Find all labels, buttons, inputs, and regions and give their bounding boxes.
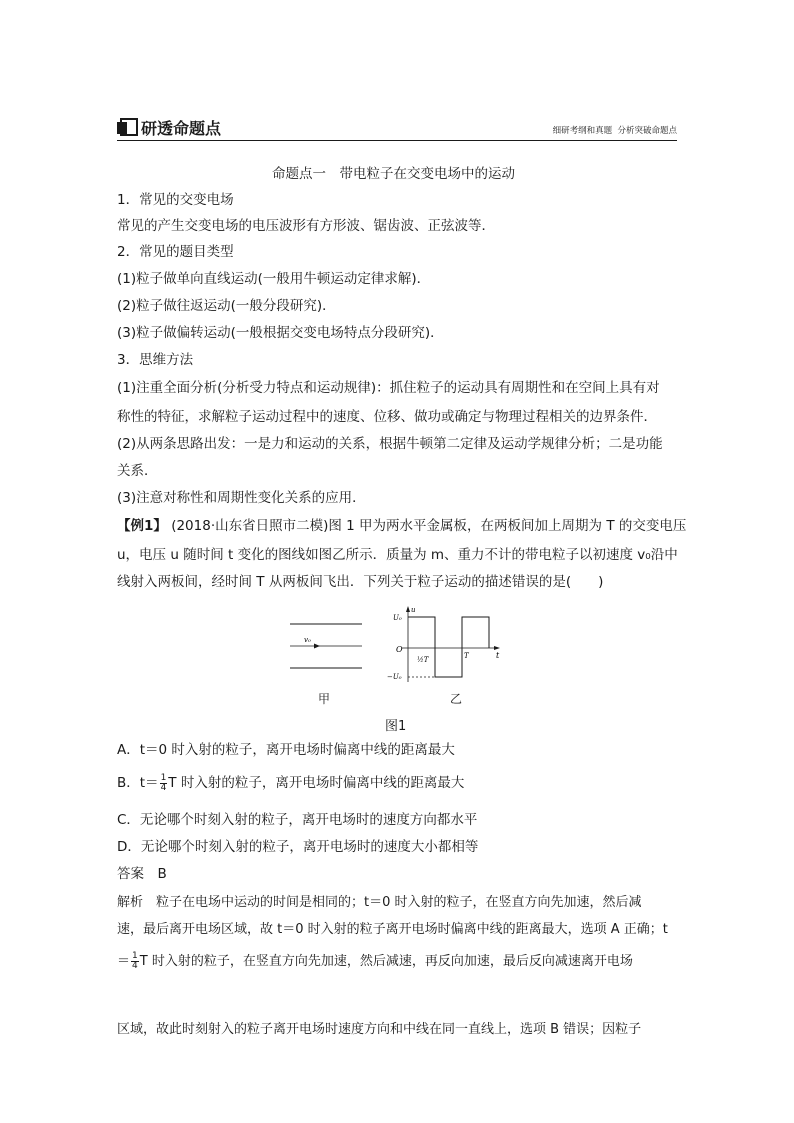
example-tag: 【例1】 [117, 518, 167, 534]
analysis-fraction [131, 952, 139, 971]
option-d: D．无论哪个时刻入射的粒子，离开电场时的速度大小都相等 [117, 839, 479, 855]
method-1-line-b: 称性的特征，求解粒子运动过程中的速度、位移、做功或确定与物理过程相关的边界条件． [117, 409, 657, 425]
method-1-line-a: (1)注重全面分析(分析受力特点和运动规律)：抓住粒子的运动具有周期性和在空间上具有对 [117, 380, 660, 396]
t-axis-arrow-icon [494, 646, 500, 650]
example-text-1: (2018·山东省日照市二模)图 1 甲为两水平金属板，在两板间加上周期为 T 的交变电压 [171, 518, 687, 534]
option-a: A．t＝0 时入射的粒子，离开电场时偏离中线的距离最大 [117, 742, 455, 758]
type-item-3: (3)粒子做偏转运动(一般根据交变电场特点分段研究)． [117, 325, 444, 341]
type-item-2: (2)粒子做往返运动(一般分段研究)． [117, 298, 336, 314]
header-subtitle: 细研考纲和真题 分析突破命题点 [552, 126, 677, 136]
section-title: 命题点一 带电粒子在交变电场中的运动 [272, 166, 515, 182]
paragraph-1: 常见的产生交变电场的电压波形有方形波、锯齿波、正弦波等． [117, 218, 495, 234]
T-label: T [464, 652, 469, 660]
negU0-label: −U₀ [387, 673, 402, 681]
option-b-fraction [160, 774, 168, 793]
t-axis-label: t [496, 651, 500, 660]
figure-caption: 图1 [385, 719, 407, 734]
answer: 答案 B [117, 866, 167, 882]
header-box-icon-fill [117, 122, 127, 134]
analysis-line-3-prefix: ＝ [117, 954, 131, 969]
half-T-label: ½T [417, 656, 429, 664]
heading-1: 1．常见的交变电场 [117, 192, 234, 208]
method-3: (3)注意对称性和周期性变化关系的应用． [117, 490, 366, 506]
header-bar [117, 114, 677, 141]
method-2-line-b: 关系． [117, 463, 158, 479]
heading-3: 3．思维方法 [117, 352, 194, 368]
figure-right-label: 乙 [450, 692, 463, 706]
analysis-fraction-num: 1 [132, 951, 138, 961]
option-c: C．无论哪个时刻入射的粒子，离开电场时的速度方向都水平 [117, 812, 478, 828]
U0-label: U₀ [393, 614, 402, 622]
example-line-2: u，电压 u 随时间 t 变化的图线如图乙所示．质量为 m、重力不计的带电粒子以初速度 v₀沿中 [117, 547, 678, 563]
analysis-fraction-den: 4 [132, 961, 138, 971]
analysis-line-1: 解析 粒子在电场中运动的时间是相同的；t＝0 时入射的粒子，在竖直方向先加速，然后减 [117, 895, 642, 910]
heading-2: 2．常见的题目类型 [117, 244, 234, 260]
velocity-arrow-icon [314, 644, 320, 649]
option-b-prefix: B．t＝ [117, 775, 159, 791]
option-b [117, 771, 464, 795]
analysis-line-2: 速，最后离开电场区域，故 t＝0 时入射的粒子离开电场时偏离中线的距离最大，选项 A 正确；t [117, 922, 668, 937]
analysis-line-4: 区域，故此时刻射入的粒子离开电场时速度方向和中线在同一直线上，选项 B 错误；因粒子 [117, 1022, 642, 1037]
u-axis-arrow-icon [406, 606, 410, 612]
option-b-fraction-num: 1 [160, 772, 167, 783]
figure-left-label: 甲 [318, 692, 331, 706]
square-wave [408, 617, 489, 677]
option-b-fraction-den: 4 [160, 782, 167, 793]
v0-label: v₀ [304, 636, 311, 644]
analysis-line-3 [117, 950, 633, 974]
origin-label: O [396, 645, 403, 654]
type-item-1: (1)粒子做单向直线运动(一般用牛顿运动定律求解)． [117, 271, 431, 287]
option-b-suffix: T 时入射的粒子，离开电场时偏离中线的距离最大 [168, 775, 465, 791]
example-line-1 [117, 516, 686, 536]
figure-diagram [280, 602, 510, 702]
method-2-line-a: (2)从两条思路出发：一是力和运动的关系，根据牛顿第二定律及运动学规律分析；二是功能 [117, 436, 663, 452]
header-title: 研透命题点 [141, 119, 222, 138]
u-axis-label: u [411, 606, 416, 614]
example-line-3: 线射入两板间，经时间 T 从两板间飞出．下列关于粒子运动的描述错误的是( ) [117, 574, 604, 590]
analysis-line-3-suffix: T 时入射的粒子，在竖直方向先加速，然后减速，再反向加速，最后反向减速离开电场 [139, 954, 633, 969]
